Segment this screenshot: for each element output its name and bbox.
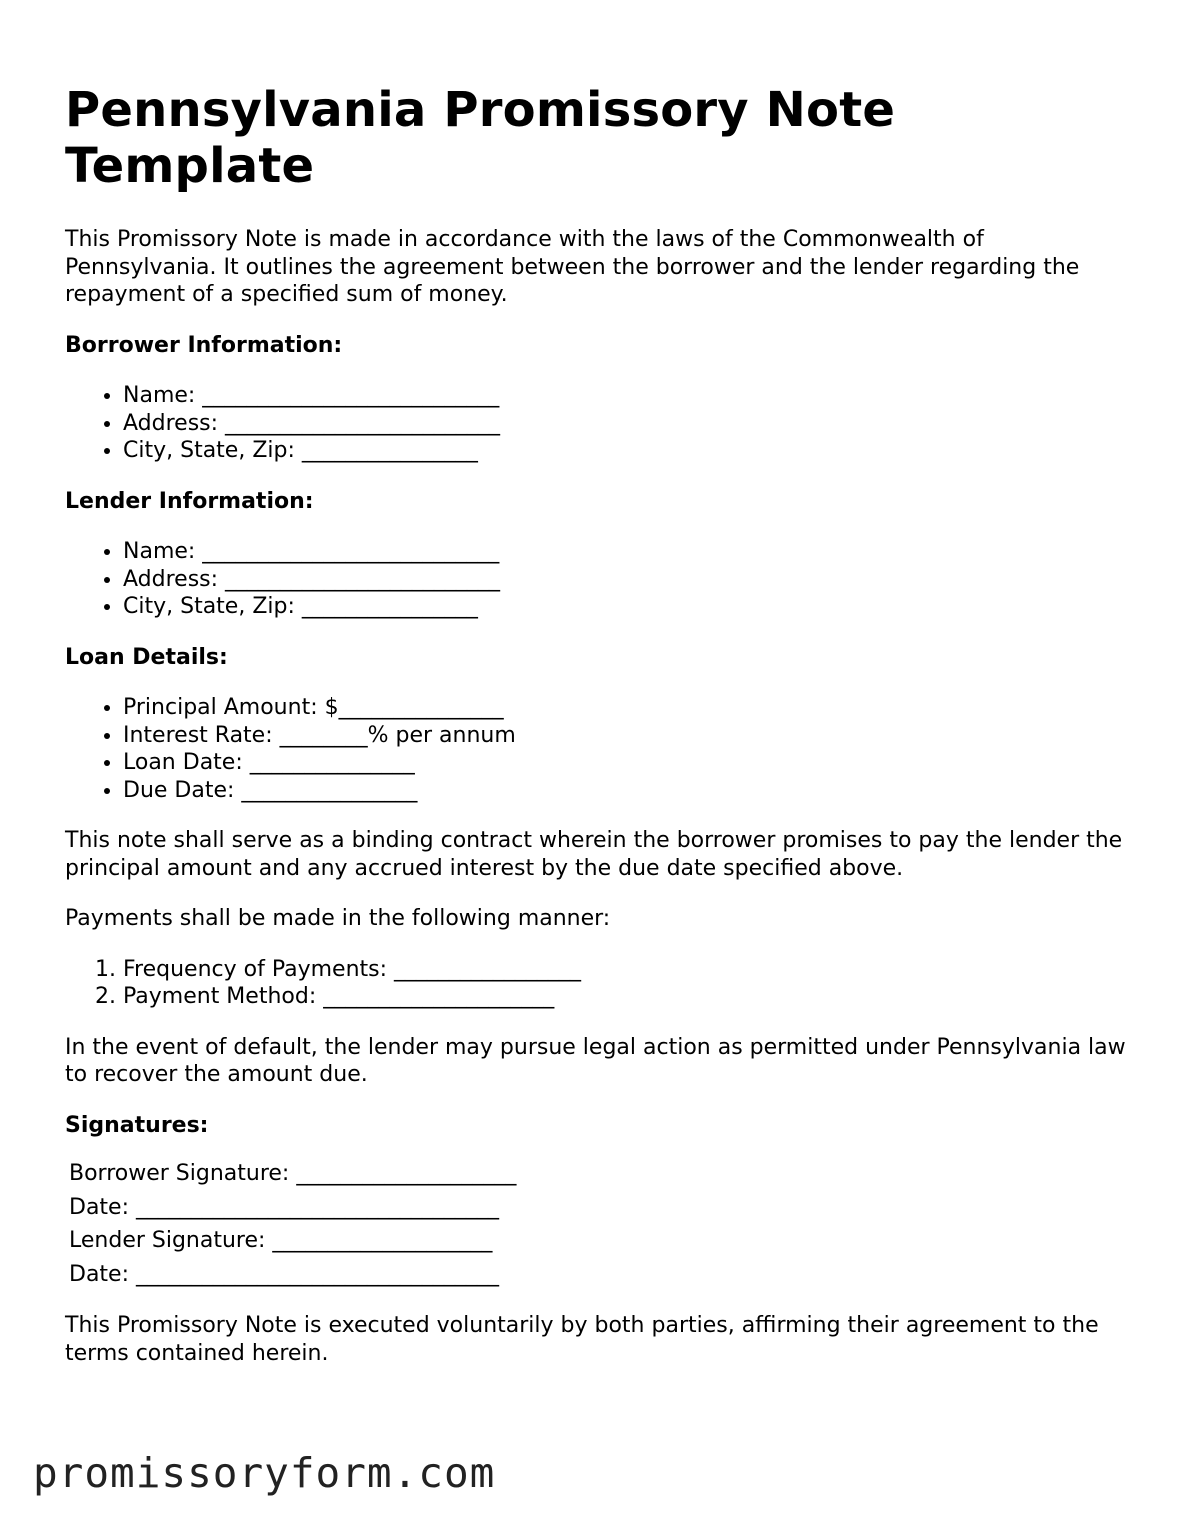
- loan-date-field: • Loan Date: _______________: [123, 749, 1135, 777]
- loan-details-heading: Loan Details:: [65, 644, 228, 670]
- lender-address-field: • Address: _________________________: [123, 566, 1135, 594]
- loan-details-list: [65, 694, 1135, 804]
- page-title: Pennsylvania Promissory Note Template: [65, 82, 896, 194]
- borrower-city-field: • City, State, Zip: ________________: [123, 437, 1135, 465]
- lender-name-field: • Name: ___________________________: [123, 538, 1135, 566]
- intro-paragraph: This Promissory Note is made in accordance with the laws of the Commonwealth of Pennsylvania. It outlines the agreement between the borrower and the lender regarding the repayment of a specified sum of money.: [65, 227, 1080, 307]
- lender-heading: Lender Information:: [65, 488, 314, 514]
- default-paragraph: In the event of default, the lender may pursue legal action as permitted under Pennsylvania law to recover the amount due.: [65, 1034, 1126, 1087]
- lender-date-line: Date: _________________________________: [69, 1261, 499, 1287]
- binding-contract-paragraph: This note shall serve as a binding contract wherein the borrower promises to pay the lender the principal amount and any accrued interest by the due date specified above.: [65, 828, 1123, 881]
- due-date-field: • Due Date: ________________: [123, 777, 1135, 805]
- site-watermark: promissoryform.com: [33, 1449, 496, 1497]
- principal-amount-field: • Principal Amount: $_______________: [123, 694, 1135, 722]
- borrower-address-field: • Address: _________________________: [123, 410, 1135, 438]
- lender-list: [65, 538, 1135, 621]
- payment-frequency-field: 1. Frequency of Payments: _________________: [123, 956, 1135, 984]
- payments-list: [65, 956, 1135, 1011]
- signature-block: [69, 1157, 1135, 1291]
- interest-rate-field: • Interest Rate: ________% per annum: [123, 722, 1135, 750]
- document-page: [65, 82, 1135, 1390]
- lender-signature-line: Lender Signature: ____________________: [69, 1228, 493, 1253]
- closing-paragraph: This Promissory Note is executed voluntarily by both parties, affirming their agreement to the terms contained herein.: [65, 1313, 1099, 1366]
- lender-city-field: • City, State, Zip: ________________: [123, 593, 1135, 621]
- borrower-date-line: Date: _________________________________: [69, 1194, 499, 1220]
- payments-intro: Payments shall be made in the following manner:: [65, 906, 611, 931]
- payment-method-field: 2. Payment Method: _____________________: [123, 983, 1135, 1011]
- borrower-heading: Borrower Information:: [65, 332, 343, 358]
- signatures-heading: Signatures:: [65, 1112, 209, 1138]
- borrower-list: [65, 382, 1135, 465]
- borrower-name-field: • Name: ___________________________: [123, 382, 1135, 410]
- borrower-signature-line: Borrower Signature: ____________________: [69, 1161, 517, 1186]
